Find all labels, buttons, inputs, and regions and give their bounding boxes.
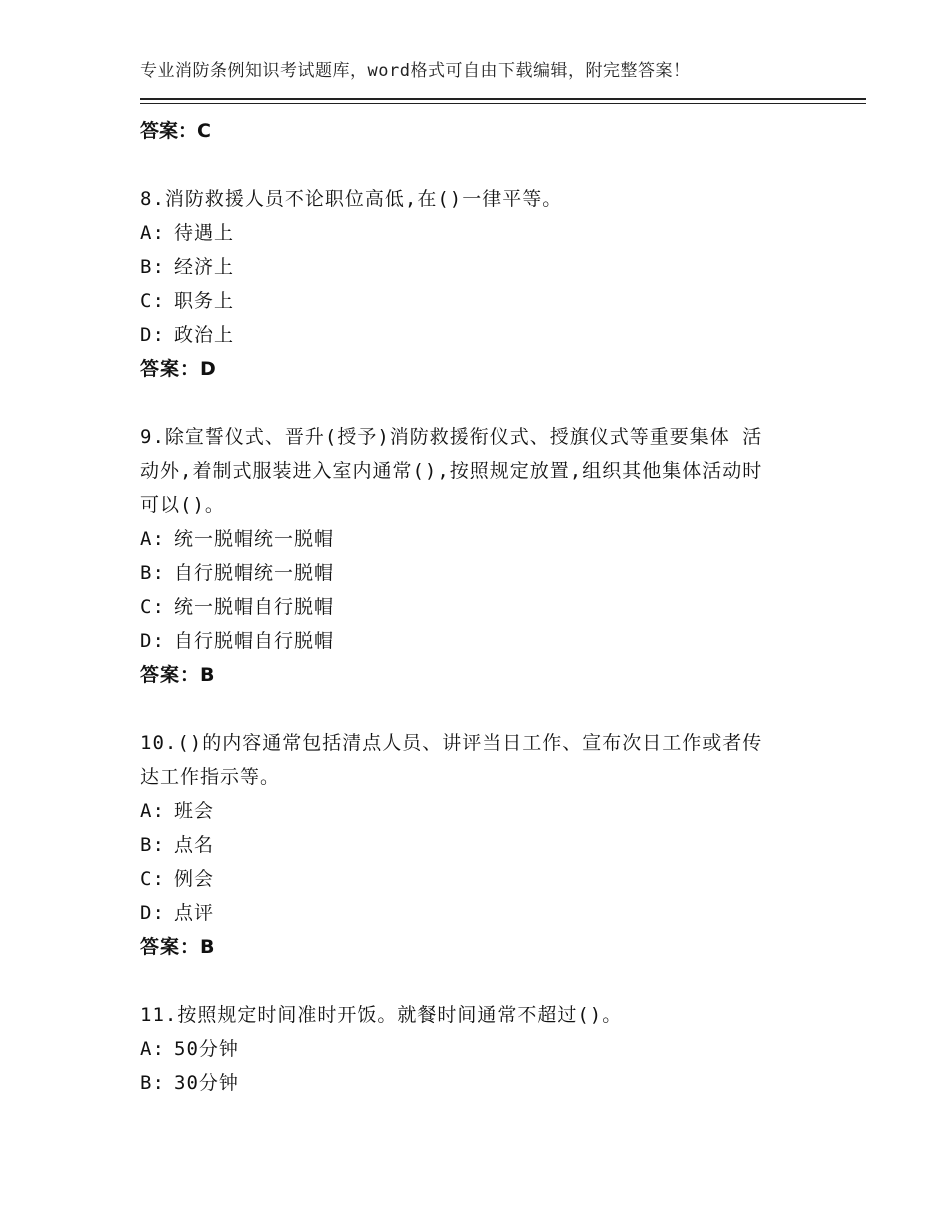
answer-line: 答案：B xyxy=(140,664,216,686)
option-text: 自行脱帽统一脱帽 xyxy=(174,562,335,584)
option-text: 统一脱帽自行脱帽 xyxy=(174,596,335,618)
option-letter: B: xyxy=(140,562,165,584)
option-letter: C: xyxy=(140,868,165,890)
option-letter: B: xyxy=(140,834,165,856)
option-item xyxy=(140,1032,820,1066)
option-letter: A: xyxy=(140,222,165,244)
question-text: 达工作指示等。 xyxy=(140,766,281,788)
option-item xyxy=(140,556,820,590)
option-text: 30分钟 xyxy=(174,1072,239,1094)
option-letter: C: xyxy=(140,596,165,618)
question-text: 10.()的内容通常包括清点人员、讲评当日工作、宣布次日工作或者传 xyxy=(140,732,763,754)
answer-line: 答案：C xyxy=(140,120,211,142)
option-letter: D: xyxy=(140,902,165,924)
option-text: 50分钟 xyxy=(174,1038,239,1060)
option-item xyxy=(140,896,820,930)
question-list xyxy=(140,114,820,1100)
answer-line: 答案：D xyxy=(140,358,217,380)
option-item xyxy=(140,216,820,250)
option-text: 待遇上 xyxy=(174,222,235,244)
option-item xyxy=(140,794,820,828)
option-text: 经济上 xyxy=(174,256,235,278)
option-text: 点名 xyxy=(174,834,215,856)
option-letter: A: xyxy=(140,528,165,550)
header-rule-thin xyxy=(140,103,866,104)
option-letter: A: xyxy=(140,1038,165,1060)
option-text: 点评 xyxy=(174,902,215,924)
option-text: 职务上 xyxy=(174,290,235,312)
question-block xyxy=(140,726,820,964)
option-item xyxy=(140,624,820,658)
option-letter: C: xyxy=(140,290,165,312)
page-header: 专业消防条例知识考试题库，word格式可自由下载编辑，附完整答案！ xyxy=(140,61,691,81)
option-item xyxy=(140,1066,820,1100)
option-item xyxy=(140,862,820,896)
option-text: 统一脱帽统一脱帽 xyxy=(174,528,335,550)
option-letter: D: xyxy=(140,324,165,346)
option-text: 例会 xyxy=(174,868,215,890)
question-text: 8.消防救援人员不论职位高低,在()一律平等。 xyxy=(140,188,563,210)
question-block xyxy=(140,420,820,692)
questions-container xyxy=(140,182,820,1100)
question-block xyxy=(140,998,820,1100)
option-item xyxy=(140,318,820,352)
question-text: 可以()。 xyxy=(140,494,225,516)
answer-line: 答案：B xyxy=(140,936,216,958)
option-item xyxy=(140,590,820,624)
question-block xyxy=(140,182,820,386)
question-text: 11.按照规定时间准时开饭。就餐时间通常不超过()。 xyxy=(140,1004,623,1026)
question-text: 9.除宣誓仪式、晋升(授予)消防救援衔仪式、授旗仪式等重要集体 活 xyxy=(140,426,763,448)
option-letter: B: xyxy=(140,256,165,278)
option-item xyxy=(140,828,820,862)
option-letter: B: xyxy=(140,1072,165,1094)
option-item xyxy=(140,250,820,284)
option-text: 班会 xyxy=(174,800,215,822)
option-text: 自行脱帽自行脱帽 xyxy=(174,630,335,652)
option-letter: D: xyxy=(140,630,165,652)
option-text: 政治上 xyxy=(174,324,235,346)
option-letter: A: xyxy=(140,800,165,822)
header-rule-thick xyxy=(140,98,866,100)
question-text: 动外,着制式服装进入室内通常(),按照规定放置,组织其他集体活动时 xyxy=(140,460,763,482)
option-item xyxy=(140,284,820,318)
option-item xyxy=(140,522,820,556)
